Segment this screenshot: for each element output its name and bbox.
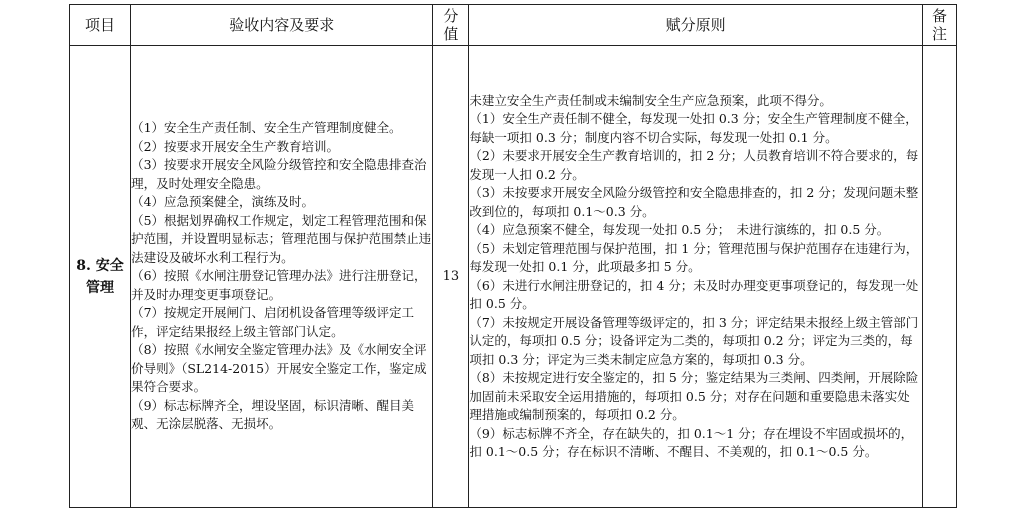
header-score-line1: 分 <box>443 7 459 25</box>
evaluation-table <box>69 4 957 508</box>
principle-item: （5）未划定管理范围与保护范围，扣 1 分；管理范围与保护范围存在违建行为，每发现一处扣 0.1 分，此项最多扣 5 分。 <box>469 240 919 274</box>
header-score <box>433 5 469 46</box>
principle-item: 未建立安全生产责任制或未编制安全生产应急预案，此项不得分。 <box>469 92 832 108</box>
principle-cell <box>469 46 923 508</box>
requirement-item: （2）按要求开展安全生产教育培训。 <box>131 138 340 154</box>
requirement-item: （6）按照《水闸注册登记管理办法》进行注册登记，并及时办理变更事项登记。 <box>131 268 427 302</box>
header-row <box>70 5 957 46</box>
principle-item: （6）未进行水闸注册登记的，扣 4 分；未及时办理变更事项登记的，每发现一处扣 0.5 分。 <box>469 277 919 311</box>
principle-item: （2）未要求开展安全生产教育培训的，扣 2 分；人员教育培训不符合要求的，每发现一人扣 0.2 分。 <box>469 148 919 182</box>
requirement-item: （9）标志标牌齐全，埋设坚固，标识清晰、醒目美观、无涂层脱落、无损坏。 <box>131 397 415 432</box>
score-cell <box>433 46 469 508</box>
header-requirements <box>131 5 433 46</box>
header-note-line2: 注 <box>931 25 947 43</box>
principle-item: （3）未按要求开展安全风险分级管控和安全隐患排查的，扣 2 分；发现问题未整改到位的，每项扣 0.1～0.3 分。 <box>469 185 919 219</box>
principle-item: （8）未按规定进行安全鉴定的，扣 5 分；鉴定结果为三类闸、四类闸，开展除险加固前未采取安全运用措施的，每项扣 0.5 分；对存在问题和重要隐患未落实处理措施或编制预案的，每项扣 0.2 分。 <box>469 370 919 422</box>
header-note <box>922 5 956 46</box>
requirement-item: （1）安全生产责任制、安全生产管理制度健全。 <box>131 120 402 136</box>
header-principle <box>469 5 923 46</box>
score-value: 13 <box>442 269 460 284</box>
item-label-line2: 管理 <box>86 279 115 296</box>
note-cell <box>922 46 956 508</box>
principle-item: （1）安全生产责任制不健全，每发现一处扣 0.3 分；安全生产管理制度不健全，每缺一项扣 0.3 分；制度内容不切合实际，每发现一处扣 0.1 分。 <box>469 111 918 145</box>
header-note-line1: 备 <box>931 7 947 25</box>
principle-item: （7）未按规定开展设备管理等级评定的，扣 3 分；评定结果未报经上级主管部门认定的，每项扣 0.5 分；设备评定为二类的，每项扣 0.2 分；评定为三类的，每项扣 0.3 分；评定为三类未制定应急方案的，每项扣 0.3 分。 <box>469 314 919 367</box>
data-row <box>70 46 957 508</box>
header-item <box>70 5 131 46</box>
item-label-line1: 8. 安全 <box>76 257 124 274</box>
header-item-label: 项目 <box>85 16 116 34</box>
requirement-item: （8）按照《水闸安全鉴定管理办法》及《水闸安全评价导则》（SL214-2015）开展安全鉴定工作，鉴定成果符合要求。 <box>131 342 427 395</box>
principle-item: （9）标志标牌不齐全，存在缺失的，扣 0.1～1 分；存在埋设不牢固或损坏的，扣 0.1～0.5 分；存在标识不清晰、不醒目、不美观的，扣 0.1～0.5 分。 <box>469 425 914 459</box>
requirement-item: （7）按规定开展闸门、启闭机设备管理等级评定工作，评定结果报经上级主管部门认定。 <box>131 305 415 339</box>
requirement-item: （5）根据划界确权工作规定，划定工程管理范围和保护范围，并设置明显标志；管理范围与保护范围禁止违法建设及破坏水利工程行为。 <box>131 212 432 265</box>
requirement-item: （4）应急预案健全，演练及时。 <box>131 194 315 210</box>
item-cell <box>70 46 131 508</box>
header-requirements-label: 验收内容及要求 <box>229 16 335 34</box>
header-score-line2: 值 <box>443 25 459 43</box>
principle-item: （4）应急预案不健全，每发现一处扣 0.5 分； 未进行演练的，扣 0.5 分。 <box>469 222 890 237</box>
requirements-cell <box>131 46 433 508</box>
requirement-item: （3）按要求开展安全风险分级管控和安全隐患排查治理，及时处理安全隐患。 <box>131 157 427 191</box>
header-principle-label: 赋分原则 <box>665 16 726 34</box>
